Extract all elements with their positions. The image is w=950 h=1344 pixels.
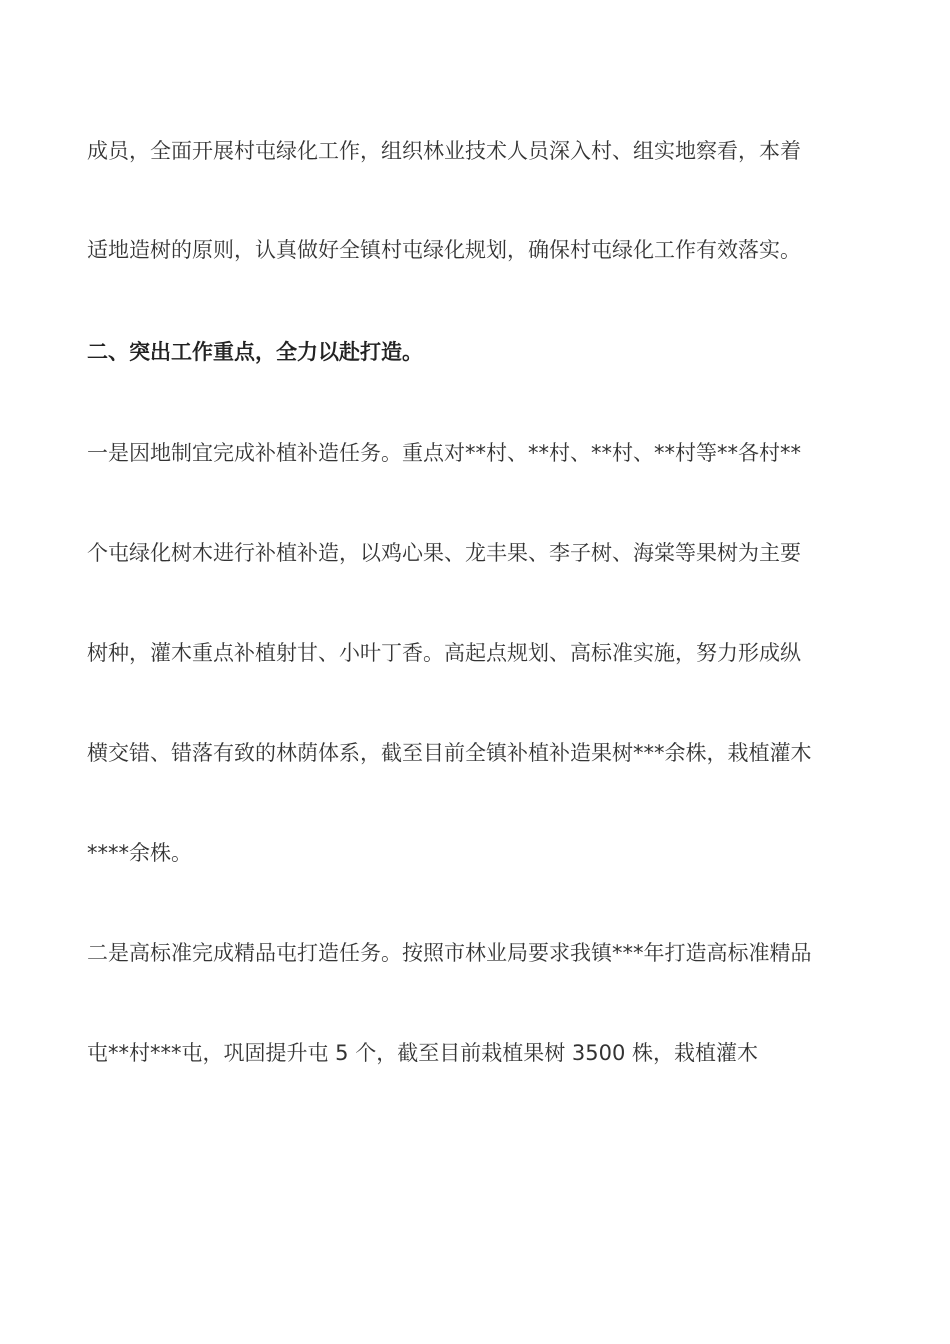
paragraph-line: 成员，全面开展村屯绿化工作，组织林业技术人员深入村、组实地察看，本着 bbox=[87, 139, 801, 163]
paragraph-line: 适地造树的原则，认真做好全镇村屯绿化规划，确保村屯绿化工作有效落实。 bbox=[87, 238, 801, 262]
paragraph-line: 二是高标准完成精品屯打造任务。按照市林业局要求我镇***年打造高标准精品 bbox=[87, 941, 812, 965]
paragraph-line: 横交错、错落有致的林荫体系，截至目前全镇补植补造果树***余株，栽植灌木 bbox=[87, 741, 812, 765]
paragraph-line: 树种，灌木重点补植射甘、小叶丁香。高起点规划、高标准实施，努力形成纵 bbox=[87, 641, 801, 665]
paragraph-line: ****余株。 bbox=[87, 841, 192, 865]
section-heading: 二、突出工作重点，全力以赴打造。 bbox=[87, 340, 423, 364]
paragraph-line: 屯**村***屯，巩固提升屯 5 个，截至目前栽植果树 3500 株，栽植灌木 bbox=[87, 1041, 759, 1065]
paragraph-line: 个屯绿化树木进行补植补造，以鸡心果、龙丰果、李子树、海棠等果树为主要 bbox=[87, 541, 801, 565]
paragraph-line: 一是因地制宜完成补植补造任务。重点对**村、**村、**村、**村等**各村** bbox=[87, 441, 801, 465]
